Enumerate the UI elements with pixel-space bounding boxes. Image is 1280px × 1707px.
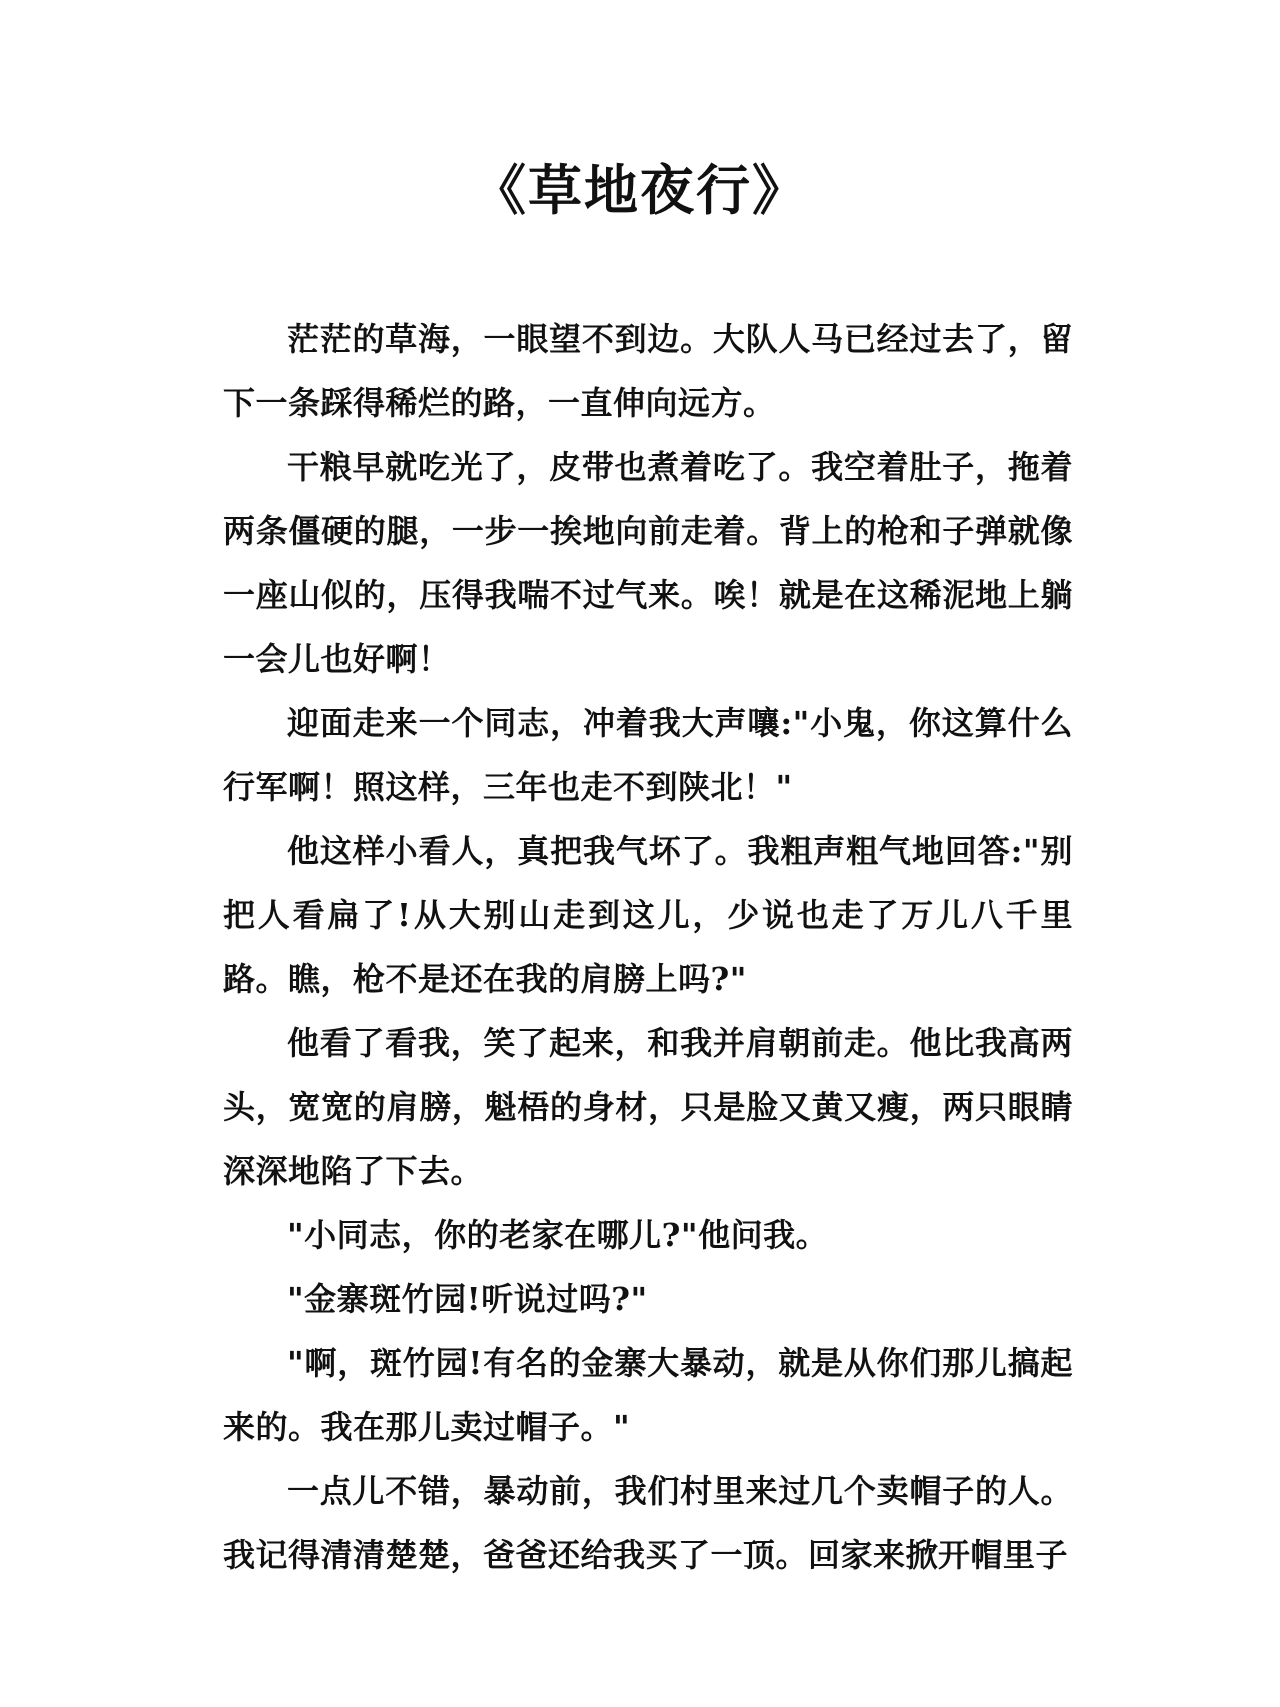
paragraph: 一点儿不错，暴动前，我们村里来过几个卖帽子的人。我记得清清楚楚，爸爸还给我买了一顶。回家来掀开帽里子 (223, 1472, 1073, 1574)
paragraph: 他看了看我，笑了起来，和我并肩朝前走。他比我高两头，宽宽的肩膀，魁梧的身材，只是脸又黄又瘦，两只眼睛深深地陷了下去。 (223, 1024, 1073, 1190)
document-title: 《草地夜行》 (472, 158, 808, 222)
paragraph: "啊，斑竹园!有名的金寨大暴动，就是从你们那儿搞起来的。我在那儿卖过帽子。" (223, 1344, 1073, 1446)
document-body (223, 307, 1073, 1587)
paragraph: 他这样小看人，真把我气坏了。我粗声粗气地回答:"别把人看扁了!从大别山走到这儿，少说也走了万儿八千里路。瞧，枪不是还在我的肩膀上吗?" (223, 832, 1073, 998)
paragraph: "金寨斑竹园!听说过吗?" (287, 1280, 648, 1318)
paragraph: 茫茫的草海，一眼望不到边。大队人马已经过去了，留下一条踩得稀烂的路，一直伸向远方。 (223, 320, 1073, 422)
paragraph: 迎面走来一个同志，冲着我大声嚷:"小鬼，你这算什么行军啊！照这样，三年也走不到陕北！" (223, 704, 1073, 806)
paragraph: "小同志，你的老家在哪儿?"他问我。 (287, 1216, 829, 1254)
paragraph: 干粮早就吃光了，皮带也煮着吃了。我空着肚子，拖着两条僵硬的腿，一步一挨地向前走着。背上的枪和子弹就像一座山似的，压得我喘不过气来。唉！就是在这稀泥地上躺一会儿也好啊！ (223, 448, 1073, 678)
